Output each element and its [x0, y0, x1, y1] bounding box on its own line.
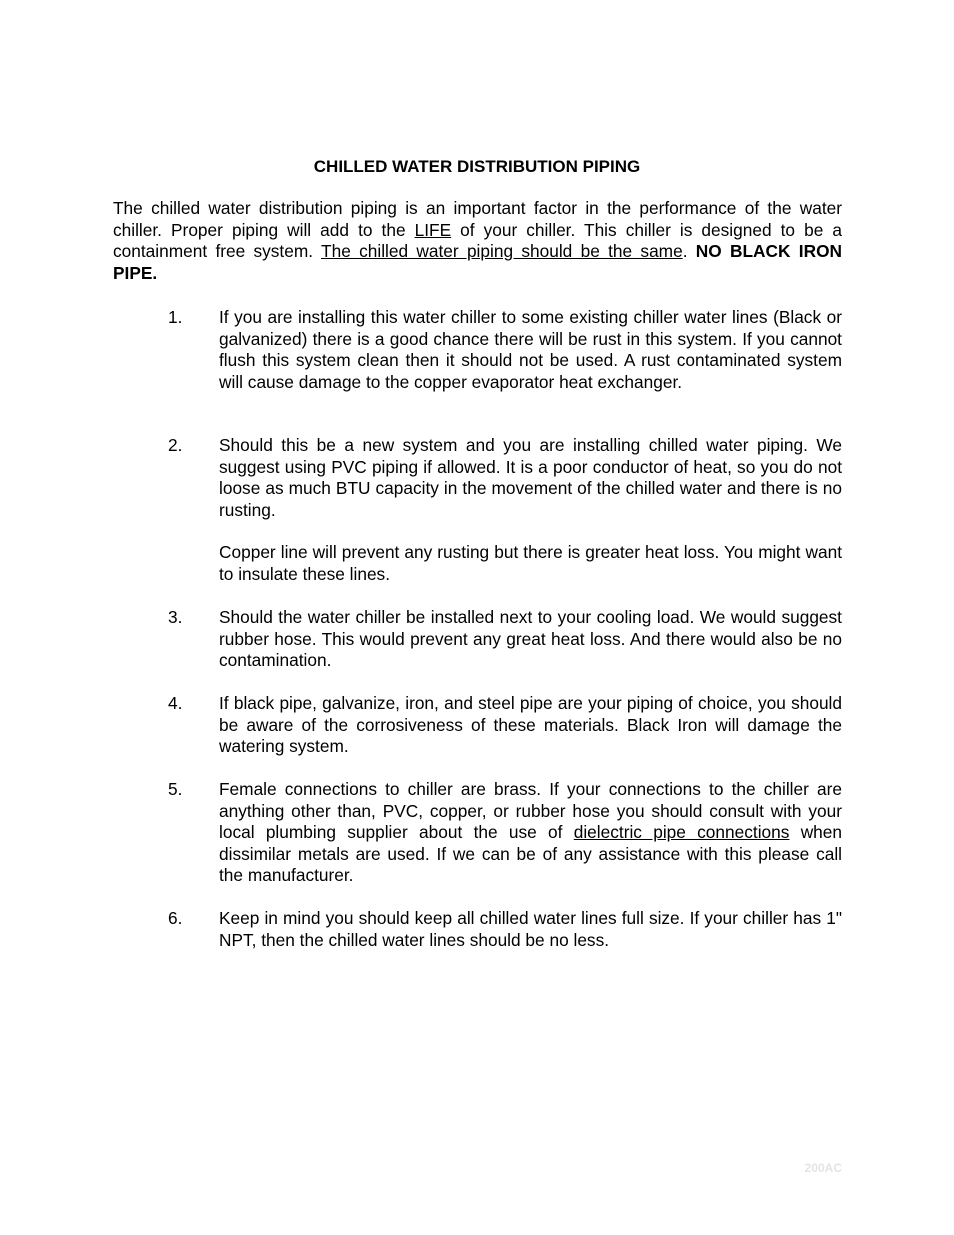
intro-bold-warning: NO BLACK IRON PIPE.	[113, 241, 842, 283]
footer-document-code: 200AC	[804, 1161, 842, 1175]
page-title: CHILLED WATER DISTRIBUTION PIPING	[313, 157, 641, 176]
list-item-number: 3.	[168, 607, 183, 627]
intro-paragraph	[113, 198, 842, 284]
intro-text-2: of your chiller. This chiller is designed to be a containment free system.	[113, 219, 842, 261]
list-item-number: 5.	[168, 779, 183, 799]
intro-text-1: The chilled water distribution piping is an important factor in the performance of the water chiller. Proper piping will add to the	[113, 198, 842, 240]
list-item-text: Should the water chiller be installed next to your cooling load. We would suggest rubber hose. This would prevent any great heat loss. And there would also be no contamination.	[219, 607, 842, 670]
list-item-text: If you are installing this water chiller to some existing chiller water lines (Black or galvanized) there is a good chance there will be rust in this system. If you cannot flush this system clean then it should not be used. A rust contaminated system will cause damage to the copper evaporator heat exchanger.	[219, 307, 842, 392]
list-item-text: If black pipe, galvanize, iron, and steel pipe are your piping of choice, you should be aware of the corrosiveness of these materials. Black Iron will damage the watering system.	[219, 693, 842, 756]
list-item-extra-text: Copper line will prevent any rusting but there is greater heat loss. You might want to insulate these lines.	[219, 542, 842, 584]
list-item-text: Should this be a new system and you are installing chilled water piping. We suggest using PVC piping if allowed. It is a poor conductor of heat, so you do not loose as much BTU capacity in the movement of the chilled water and there is no rusting.	[219, 435, 842, 520]
list-item-number: 6.	[168, 908, 183, 928]
list-item-number: 4.	[168, 693, 183, 713]
list-item-text-before: Female connections to chiller are brass. If your connections to the chiller are anything other than, PVC, copper, or rubber hose you should consult with your local plumbing supplier about the use of	[219, 779, 842, 842]
list-item-text: Keep in mind you should keep all chilled water lines full size. If your chiller has 1" NPT, then the chilled water lines should be no less.	[219, 908, 842, 950]
list-item-number: 1.	[168, 307, 183, 327]
dielectric-connections-underlined: dielectric pipe connections	[573, 822, 790, 842]
list-item-text-after: when dissimilar metals are used. If we can be of any assistance with this please call the manufacturer.	[219, 822, 843, 885]
list-item-number: 2.	[168, 435, 183, 455]
intro-life-underlined: LIFE	[414, 219, 452, 240]
intro-same-underlined: The chilled water piping should be the same	[321, 241, 683, 261]
intro-text-3: .	[682, 241, 696, 261]
list-item-text	[219, 779, 842, 887]
